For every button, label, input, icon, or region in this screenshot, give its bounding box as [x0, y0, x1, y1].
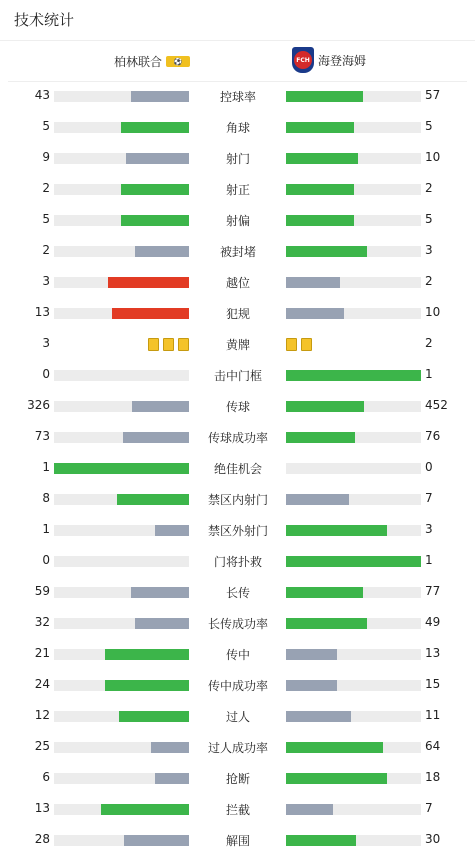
stat-label: 越位 [225, 276, 250, 290]
home-bar-fill [155, 773, 189, 784]
stat-row [0, 732, 475, 763]
stat-label: 长传成功率 [207, 617, 268, 631]
stat-label: 拦截 [225, 803, 250, 817]
yellow-card-icon [286, 338, 297, 351]
stat-row [0, 825, 475, 856]
stat-row [0, 81, 475, 112]
stat-label: 射门 [225, 152, 250, 166]
away-value: 3 [425, 522, 433, 536]
home-bar-fill [123, 432, 189, 443]
away-bar-track [286, 649, 421, 660]
home-bar-track [54, 215, 189, 226]
away-value: 57 [425, 88, 441, 102]
home-bar-track [54, 556, 189, 567]
stat-row [0, 205, 475, 236]
away-bar-fill [286, 184, 354, 195]
home-value: 13 [34, 801, 50, 815]
home-value: 9 [42, 150, 50, 164]
stat-label: 黄牌 [225, 338, 250, 352]
yellow-card-icon [148, 338, 159, 351]
page-title: 技术统计 [14, 11, 75, 29]
stat-label: 射正 [225, 183, 250, 197]
home-value: 25 [34, 739, 50, 753]
home-bar-track [54, 370, 189, 381]
stat-row [0, 236, 475, 267]
home-value: 0 [42, 367, 50, 381]
home-bar-track [54, 463, 189, 474]
home-value: 59 [34, 584, 50, 598]
yellow-card-icon [163, 338, 174, 351]
home-bar-track [54, 804, 189, 815]
away-bar-fill [286, 91, 363, 102]
home-value: 21 [34, 646, 50, 660]
away-team-name: 海登海姆 [318, 53, 367, 68]
stat-label: 传中成功率 [207, 679, 268, 693]
away-bar-fill [286, 401, 364, 412]
home-bar-fill [151, 742, 189, 753]
away-bar-fill [286, 525, 387, 536]
yellow-card-icon [301, 338, 312, 351]
stat-label: 射偏 [225, 214, 250, 228]
home-bar-track [54, 184, 189, 195]
stat-label: 传中 [225, 648, 250, 662]
stat-row [0, 298, 475, 329]
home-bar-track [54, 432, 189, 443]
stat-row [0, 577, 475, 608]
away-bar-fill [286, 618, 367, 629]
home-bar-fill [105, 649, 189, 660]
away-bar-track [286, 711, 421, 722]
home-bar-fill [131, 91, 189, 102]
away-bar-track [286, 184, 421, 195]
away-bar-fill [286, 494, 349, 505]
stat-label: 传球成功率 [207, 431, 268, 445]
stat-label: 被封堵 [219, 245, 256, 259]
home-bar-fill [131, 587, 189, 598]
stat-row [0, 701, 475, 732]
home-bar-fill [135, 618, 189, 629]
stat-row [0, 763, 475, 794]
away-value: 3 [425, 243, 433, 257]
home-bar-track [54, 401, 189, 412]
away-value: 18 [425, 770, 441, 784]
away-bar-fill [286, 711, 351, 722]
away-value: 2 [425, 274, 433, 288]
home-bar-track [54, 711, 189, 722]
away-bar-track [286, 277, 421, 288]
home-bar-fill [135, 246, 189, 257]
stat-row [0, 267, 475, 298]
away-bar-fill [286, 835, 356, 846]
home-value: 73 [34, 429, 50, 443]
away-value: 11 [425, 708, 441, 722]
home-bar-fill [54, 463, 189, 474]
home-team[interactable] [114, 53, 190, 70]
stat-row [0, 639, 475, 670]
away-bar-track [286, 463, 421, 474]
home-bar-fill [108, 277, 189, 288]
away-bar-fill [286, 649, 337, 660]
away-bar-fill [286, 556, 421, 567]
away-value: 452 [425, 398, 448, 412]
away-bar-track [286, 742, 421, 753]
home-bar-fill [155, 525, 189, 536]
home-bar-track [54, 742, 189, 753]
away-value: 49 [425, 615, 441, 629]
away-bar-track [286, 153, 421, 164]
away-bar-track [286, 215, 421, 226]
home-bar-track [54, 91, 189, 102]
stat-label: 解围 [225, 834, 250, 848]
stat-row [0, 174, 475, 205]
home-value: 326 [27, 398, 50, 412]
away-value: 2 [425, 336, 433, 350]
away-bar-track [286, 618, 421, 629]
away-bar-track [286, 835, 421, 846]
away-bar-track [286, 525, 421, 536]
away-value: 5 [425, 212, 433, 226]
stat-row [0, 670, 475, 701]
stat-label: 传球 [225, 400, 250, 414]
yellow-card-icon [178, 338, 189, 351]
away-value: 30 [425, 832, 441, 846]
stat-row [0, 112, 475, 143]
stat-label: 过人成功率 [207, 741, 268, 755]
home-bar-fill [121, 215, 189, 226]
stat-label: 角球 [225, 121, 250, 135]
away-value: 15 [425, 677, 441, 691]
home-bar-fill [119, 711, 189, 722]
away-bar-track [286, 91, 421, 102]
stat-label: 击中门框 [213, 369, 262, 383]
away-bar-track [286, 804, 421, 815]
stat-row [0, 515, 475, 546]
stat-row [0, 329, 475, 360]
home-bar-track [54, 680, 189, 691]
away-bar-track [286, 556, 421, 567]
home-bar-track [54, 618, 189, 629]
away-value: 64 [425, 739, 441, 753]
away-value: 7 [425, 801, 433, 815]
home-value: 24 [34, 677, 50, 691]
home-value: 13 [34, 305, 50, 319]
home-bar-fill [132, 401, 189, 412]
away-bar-fill [286, 215, 354, 226]
home-bar-track [54, 773, 189, 784]
away-value: 7 [425, 491, 433, 505]
away-bar-fill [286, 308, 344, 319]
home-yellow-cards [148, 338, 189, 351]
away-bar-track [286, 494, 421, 505]
home-bar-track [54, 649, 189, 660]
home-bar-fill [117, 494, 189, 505]
home-value: 32 [34, 615, 50, 629]
home-value: 3 [42, 274, 50, 288]
away-bar-fill [286, 370, 421, 381]
stat-label: 禁区内射门 [207, 493, 268, 507]
away-value: 0 [425, 460, 433, 474]
away-bar-fill [286, 122, 354, 133]
stat-row [0, 484, 475, 515]
home-bar-fill [101, 804, 189, 815]
away-bar-track [286, 680, 421, 691]
stat-row [0, 360, 475, 391]
stat-label: 过人 [225, 710, 250, 724]
home-value: 43 [34, 88, 50, 102]
home-value: 1 [42, 460, 50, 474]
home-bar-fill [124, 835, 189, 846]
away-bar-track [286, 246, 421, 257]
union-berlin-crest-icon: ⚽ [166, 56, 190, 67]
away-value: 1 [425, 367, 433, 381]
divider [0, 40, 475, 41]
home-bar-track [54, 308, 189, 319]
away-bar-fill [286, 587, 363, 598]
away-bar-fill [286, 804, 333, 815]
away-bar-fill [286, 153, 358, 164]
home-value: 6 [42, 770, 50, 784]
away-bar-fill [286, 742, 383, 753]
home-team-name: 柏林联合 [113, 55, 162, 69]
stat-label: 抢断 [225, 772, 250, 786]
team-header [0, 44, 475, 80]
away-bar-track [286, 370, 421, 381]
away-bar-track [286, 401, 421, 412]
stat-label: 绝佳机会 [213, 462, 262, 476]
away-bar-track [286, 122, 421, 133]
home-bar-fill [112, 308, 189, 319]
home-bar-fill [126, 153, 189, 164]
home-bar-fill [121, 122, 189, 133]
away-bar-fill [286, 432, 355, 443]
away-bar-track [286, 308, 421, 319]
home-bar-track [54, 835, 189, 846]
stat-row [0, 546, 475, 577]
stat-label: 犯规 [225, 307, 250, 321]
home-value: 3 [42, 336, 50, 350]
home-bar-track [54, 122, 189, 133]
stat-label: 门将扑救 [213, 555, 262, 569]
home-value: 28 [34, 832, 50, 846]
away-value: 1 [425, 553, 433, 567]
home-value: 8 [42, 491, 50, 505]
away-value: 77 [425, 584, 441, 598]
away-yellow-cards [286, 338, 312, 351]
away-bar-track [286, 432, 421, 443]
stats-list [0, 81, 475, 856]
away-bar-fill [286, 680, 337, 691]
home-bar-track [54, 246, 189, 257]
away-bar-fill [286, 246, 367, 257]
home-bar-track [54, 153, 189, 164]
home-bar-fill [105, 680, 189, 691]
away-team[interactable] [292, 47, 366, 73]
away-bar-track [286, 587, 421, 598]
stat-row [0, 391, 475, 422]
stat-row [0, 794, 475, 825]
home-bar-track [54, 587, 189, 598]
away-value: 13 [425, 646, 441, 660]
stat-row [0, 453, 475, 484]
home-value: 1 [42, 522, 50, 536]
stat-label: 长传 [225, 586, 250, 600]
home-bar-track [54, 494, 189, 505]
home-value: 0 [42, 553, 50, 567]
stat-row [0, 608, 475, 639]
away-bar-fill [286, 277, 340, 288]
home-value: 2 [42, 243, 50, 257]
away-bar-fill [286, 773, 387, 784]
home-bar-track [54, 277, 189, 288]
stat-label: 控球率 [219, 90, 256, 104]
home-value: 5 [42, 119, 50, 133]
away-bar-track [286, 773, 421, 784]
away-value: 2 [425, 181, 433, 195]
away-value: 76 [425, 429, 441, 443]
home-value: 5 [42, 212, 50, 226]
home-bar-track [54, 525, 189, 536]
home-value: 12 [34, 708, 50, 722]
home-value: 2 [42, 181, 50, 195]
stat-row [0, 422, 475, 453]
heidenheim-crest-icon: FCH [292, 47, 314, 73]
stat-row [0, 143, 475, 174]
away-value: 10 [425, 150, 441, 164]
away-value: 10 [425, 305, 441, 319]
away-value: 5 [425, 119, 433, 133]
stat-label: 禁区外射门 [207, 524, 268, 538]
home-bar-fill [121, 184, 189, 195]
